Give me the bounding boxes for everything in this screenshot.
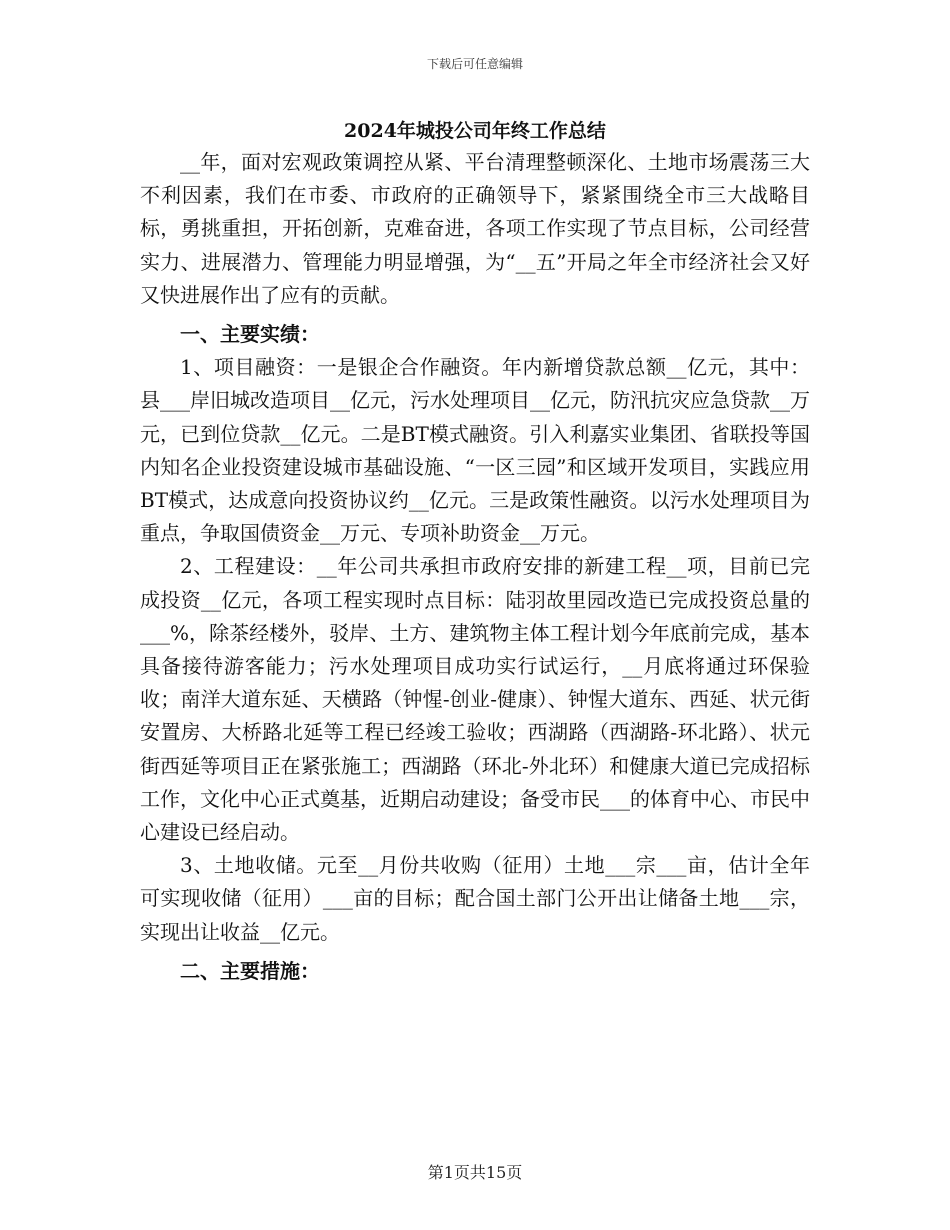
document-title: 2024年城投公司年终工作总结 xyxy=(344,120,606,142)
header-note: 下载后可任意编辑 xyxy=(426,57,523,71)
paragraph-construction: 2、工程建设：__年公司共承担市政府安排的新建工程__项，目前已完成投资__亿元，各项工程实现时点目标：陆羽故里园改造已完成投资总量的___%，除茶经楼外，驳岸、土方、建筑物主体工程计划今年底前完成，基本具备接待游客能力；污水处理项目成功实行试运行，__月底将通过环保验收；南洋大道东延、天横路（钟惺-创业-健康）、钟惺大道东、西延、状元街安置房、大桥路北延等工程已经竣工验收；西湖路（西湖路-环北路）、状元街西延等项目正在紧张施工；西湖路（环北-外北环）和健康大道已完成招标工作，文化中心正式奠基，近期启动建设；备受市民___的体育中心、市民中心建设已经启动。 xyxy=(140,554,810,845)
intro-paragraph: __年，面对宏观政策调控从紧、平台清理整顿深化、土地市场震荡三大不利因素，我们在市委、市政府的正确领导下，紧紧围绕全市三大战略目标，勇挑重担，开拓创新，克难奋进，各项工作实现了节点目标，公司经营实力、进展潜力、管理能力明显增强，为“__五”开局之年全市经济社会又好又快进展作出了应有的贡献。 xyxy=(140,150,810,307)
section-heading-achievements: 一、主要实绩： xyxy=(180,322,320,347)
document-body xyxy=(140,146,810,988)
section-heading-measures: 二、主要措施： xyxy=(180,958,320,983)
paragraph-land-reserve: 3、土地收储。元至__月份共收购（征用）土地___宗___亩，估计全年可实现收储（征用）___亩的目标；配合国土部门公开出让储备土地___宗，实现出让收益__亿元。 xyxy=(140,853,810,944)
paragraph-financing: 1、项目融资：一是银企合作融资。年内新增贷款总额__亿元，其中：县___岸旧城改造项目__亿元，污水处理项目__亿元，防汛抗灾应急贷款__万元，已到位贷款__亿元。二是BT模式融资。引入利嘉实业集团、省联投等国内知名企业投资建设城市基础设施、“一区三园”和区域开发项目，实践应用BT模式，达成意向投资协议约__亿元。三是政策性融资。以污水处理项目为重点，争取国债资金__万元、专项补助资金__万元。 xyxy=(140,355,810,546)
page-footer: 第1页共15页 xyxy=(427,1163,523,1182)
